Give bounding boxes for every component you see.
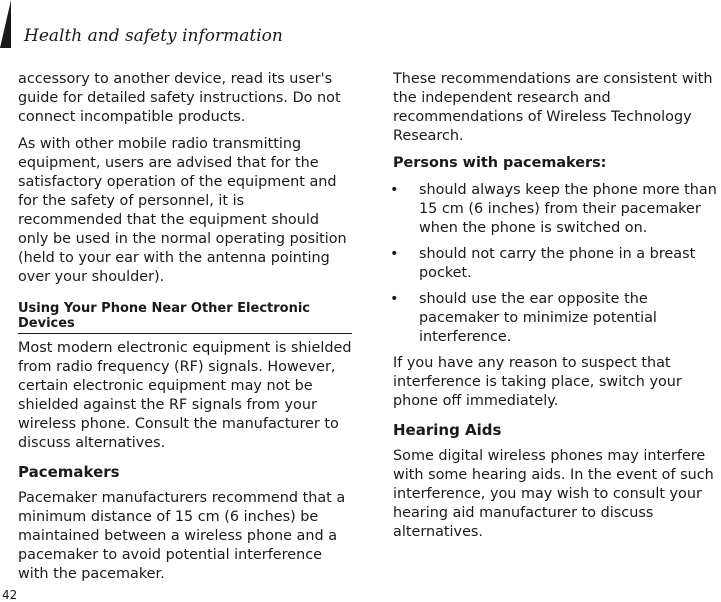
header-accent-bar (0, 0, 12, 48)
list-item (390, 245, 721, 283)
bullet-icon: • (390, 182, 399, 198)
list-item-text: should always keep the phone more than 15 cm (6 inches) from their pacemaker when the phone is switched on. (419, 182, 717, 236)
list-item (390, 290, 721, 347)
page-header-title: Health and safety information (24, 26, 283, 46)
left-column (18, 70, 352, 592)
list-item (390, 181, 721, 238)
paragraph: Some digital wireless phones may interfere with some hearing aids. In the event of such interference, you may wish to consult your hearing aid manufacturer to discuss alternatives. (393, 448, 714, 540)
list-item-text: should use the ear opposite the pacemaker to minimize potential interference. (419, 291, 657, 345)
bullet-icon: • (390, 246, 399, 262)
paragraph: As with other mobile radio transmitting equipment, users are advised that for the satisfactory operation of the equipment and for the safety of personnel, it is recommended that the equipment should only be used in the normal operating position (held to your ear with the antenna pointing over your shoulder). (18, 136, 347, 285)
paragraph: Most modern electronic equipment is shielded from radio frequency (RF) signals. However, certain electronic equipment may not be shielded against the RF signals from your wireless phone. Consult the manufacturer to discuss alternatives. (18, 340, 352, 451)
paragraph: accessory to another device, read its user's guide for detailed safety instructions. Do not connect incompatible products. (18, 71, 341, 125)
hearing-aids-heading: Hearing Aids (393, 421, 502, 439)
persons-with-pacemakers-heading: Persons with pacemakers: (393, 155, 607, 171)
paragraph: These recommendations are consistent with the independent research and recommendations of Wireless Technology Research. (393, 71, 713, 144)
pacemakers-heading: Pacemakers (18, 463, 120, 481)
right-column (390, 70, 721, 550)
section-heading: Using Your Phone Near Other Electronic Devices (18, 301, 352, 334)
page-number: 42 (2, 588, 18, 602)
paragraph: If you have any reason to suspect that interference is taking place, switch your phone off immediately. (393, 355, 682, 409)
paragraph: Pacemaker manufacturers recommend that a minimum distance of 15 cm (6 inches) be maintained between a wireless phone and a pacemaker to avoid potential interference with the pacemaker. (18, 490, 346, 582)
bullet-list (390, 181, 721, 347)
bullet-icon: • (390, 291, 399, 307)
list-item-text: should not carry the phone in a breast pocket. (419, 246, 696, 281)
